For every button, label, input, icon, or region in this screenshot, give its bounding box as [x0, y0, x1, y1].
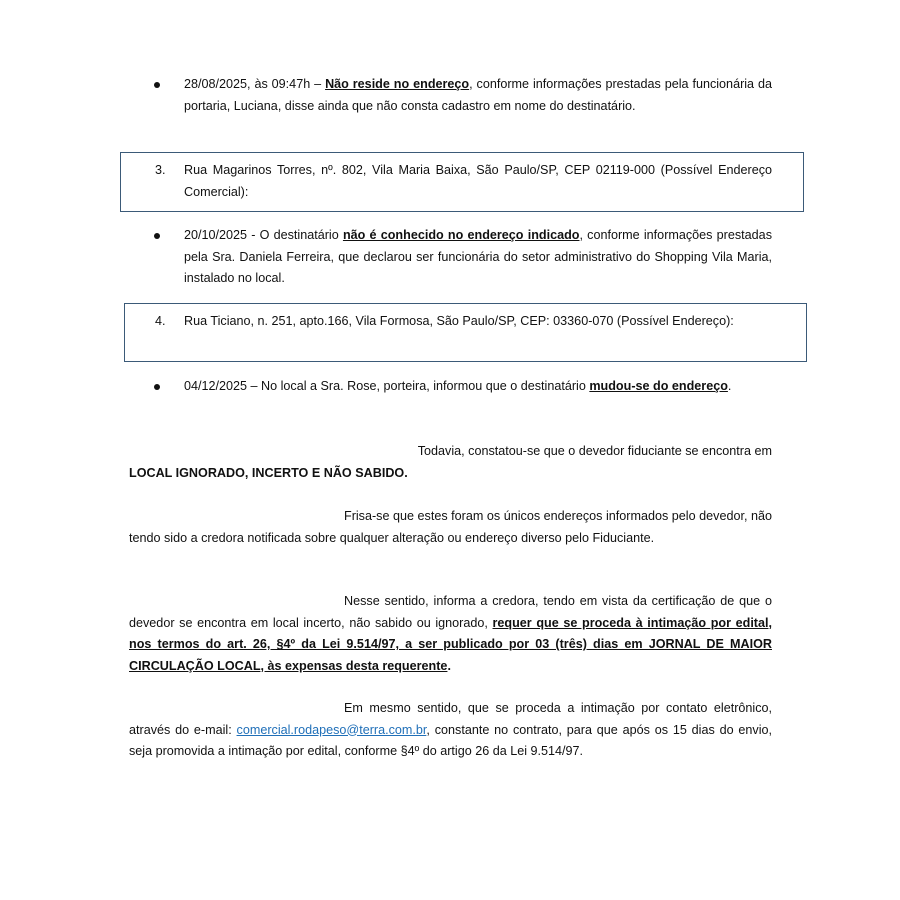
occurrence-highlight: não é conhecido no endereço indicado: [342, 228, 580, 242]
paragraph-todavia: [129, 441, 772, 484]
paragraph-frisa: [129, 506, 772, 549]
bullet-icon: [154, 82, 160, 88]
occurrence-date: 28/08/2025, às 09:47h –: [184, 77, 326, 91]
address-text: Rua Ticiano, n. 251, apto.166, Vila Formosa, São Paulo/SP, CEP: 03360-070 (Possível Endereço):: [184, 314, 734, 328]
occurrence-detail: .: [727, 379, 732, 393]
paragraph-text: Em mesmo sentido, que se proceda a intimação por contato eletrônico, através do e-mail:: [129, 701, 772, 737]
occurrence-highlight: mudou-se do endereço: [589, 379, 728, 393]
bullet-icon: [154, 233, 160, 239]
occurrence-detail: , conforme informações prestadas pela funcionária da portaria, Luciana, disse ainda que não consta cadastro em nome do destinatário.: [184, 77, 772, 113]
occurrence-item-1: [184, 74, 772, 117]
occurrence-highlight: Não reside no endereço: [325, 77, 470, 91]
paragraph-end: .: [447, 658, 451, 673]
address-number: 4.: [155, 314, 166, 328]
occurrence-date: 20/10/2025 - O destinatário: [184, 228, 343, 242]
occurrence-detail: , conforme informações prestadas pela Sra. Daniela Ferreira, que declarou ser funcionária do setor administrativo do Shopping Vila Maria, instalado no local.: [184, 228, 772, 285]
bullet-icon: [154, 384, 160, 390]
paragraph-nesse: [129, 591, 772, 677]
paragraph-text: Todavia, constatou-se que o devedor fiduciante se encontra em: [417, 444, 772, 458]
paragraph-bold-statement: LOCAL IGNORADO, INCERTO E NÃO SABIDO.: [129, 465, 408, 480]
paragraph-request: requer que se proceda à intimação por edital, nos termos do art. 26, §4º da Lei 9.514/97, a ser publicado por 03 (três) dias em JORNAL DE MAIOR CIRCULAÇÃO LOCAL, às expensas desta requerente: [129, 615, 773, 673]
paragraph-mesmo: [129, 698, 772, 763]
paragraph-text: Nesse sentido, informa a credora, tendo em vista da certificação de que o devedor se encontra em local incerto, não sabido ou ignorado,: [129, 594, 772, 630]
address-number: 3.: [155, 163, 166, 177]
occurrence-item-2: [184, 225, 772, 290]
paragraph-text: Frisa-se que estes foram os únicos endereços informados pelo devedor, não tendo sido a credora notificada sobre qualquer alteração ou endereço diverso pelo Fiduciante.: [129, 509, 772, 545]
email-link[interactable]: comercial.rodapeso@terra.com.br: [236, 722, 427, 737]
occurrence-item-3: [184, 376, 772, 398]
paragraph-text-after: , constante no contrato, para que após os 15 dias do envio, seja promovida a intimação por edital, conforme §4º do artigo 26 da Lei 9.514/97.: [129, 722, 772, 758]
address-text: Rua Magarinos Torres, nº. 802, Vila Maria Baixa, São Paulo/SP, CEP 02119-000 (Possível Endereço Comercial):: [184, 163, 772, 199]
occurrence-date: 04/12/2025 – No local a Sra. Rose, porteira, informou que o destinatário: [184, 379, 590, 393]
